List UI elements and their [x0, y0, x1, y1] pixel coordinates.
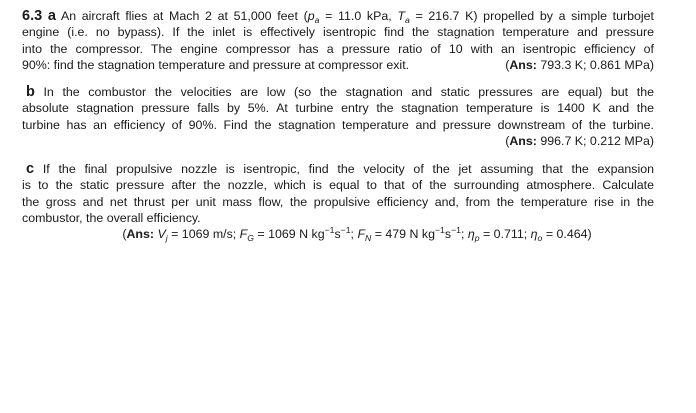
eta-o-value: = 0.464)	[542, 227, 592, 242]
eta-p-subscript: p	[474, 233, 480, 244]
part-b-ans-value: 996.7 K; 0.212 MPa)	[536, 133, 654, 148]
part-c-ans-label: Ans:	[126, 227, 155, 242]
eta-p-value: = 0.711;	[479, 227, 531, 242]
part-b-ans-open: (	[505, 133, 510, 148]
ta-subscript: a	[404, 15, 410, 25]
vj-subscript: j	[165, 233, 168, 244]
problem-number: 6.3	[22, 8, 43, 24]
pa-value: = 11.0 kPa,	[319, 9, 398, 23]
part-c-label: c	[26, 161, 35, 177]
part-c-answer	[22, 226, 654, 242]
part-a-text-1: An aircraft flies at Mach 2 at 51,000 feet (	[60, 9, 308, 23]
fg-separator: ;	[350, 227, 358, 242]
fn-exponent-1: −1	[435, 225, 445, 236]
part-c-text-1: If the final propulsive nozzle is isentropic, find the velocity of the jet assuming that the expansion	[42, 162, 654, 176]
part-b-line-2: absolute stagnation pressure falls by 5%. At turbine entry the stagnation temperature is 1400 K and the	[22, 101, 654, 116]
eta-o-symbol: η	[530, 227, 538, 242]
fn-exponent-2: −1	[451, 225, 461, 236]
part-a-text-4: 90%: find the stagnation temperature and pressure at compressor exit.	[22, 57, 410, 72]
part-a-line-4	[22, 57, 654, 73]
fg-symbol: F	[239, 227, 248, 242]
part-a-label: a	[47, 8, 56, 24]
part-a-ans-value: 793.3 K; 0.861 MPa)	[536, 57, 654, 72]
fg-exponent-2: −1	[340, 225, 351, 236]
vj-symbol: V	[157, 227, 166, 242]
part-c-paragraph	[22, 161, 654, 242]
part-a-line-2: engine (i.e. no bypass). If the inlet is effectively isentropic find the stagnation temperature and pressure	[22, 25, 654, 40]
fg-value: = 1069 N kg	[253, 227, 325, 242]
part-b-answer	[505, 133, 654, 149]
ta-value: = 216.7 K) propelled by a simple turbojet	[409, 9, 654, 23]
fn-symbol: F	[357, 227, 366, 242]
part-a-answer	[505, 57, 654, 73]
part-b-line-1	[22, 84, 654, 100]
part-b-line-3: turbine has an efficiency of 90%. Find the stagnation temperature and pressure downstream of the turbine.	[22, 117, 654, 132]
part-c-ans-open: (	[122, 227, 127, 242]
part-b-answer-line	[22, 133, 654, 149]
fn-s-unit: s	[444, 227, 452, 242]
part-b-label: b	[26, 84, 35, 100]
vj-value: = 1069 m/s;	[167, 227, 240, 242]
part-a-line-1	[22, 8, 654, 24]
part-b-text-1: In the combustor the velocities are low (so the stagnation and static pressures are equal) but the	[43, 85, 654, 99]
fg-s-unit: s	[334, 227, 341, 242]
ta-symbol: T	[397, 9, 405, 23]
part-b-ans-label: Ans:	[509, 133, 537, 148]
eta-p-symbol: η	[467, 227, 475, 242]
fn-value: = 479 N kg	[371, 227, 435, 242]
part-c-line-2: is to the static pressure after the nozzle, which is equal to that of the surrounding atmosphere. Calculate	[22, 178, 654, 193]
part-b-paragraph	[22, 84, 654, 149]
fg-subscript: G	[247, 233, 254, 244]
part-c-line-4: combustor, the overall efficiency.	[22, 210, 201, 225]
pa-symbol: p	[307, 9, 315, 23]
eta-o-subscript: o	[537, 233, 543, 244]
fn-separator: ;	[460, 227, 468, 242]
fn-subscript: N	[365, 233, 372, 244]
part-a-ans-open: (	[505, 57, 510, 72]
part-a-paragraph	[22, 8, 654, 73]
part-c-line-3: the gross and net thrust per unit mass flow, the propulsive efficiency and, from the temperature rise in the	[22, 194, 654, 209]
part-c-line-1	[22, 161, 654, 177]
part-a-line-3: into the compressor. The engine compressor has a pressure ratio of 10 with an isentropic efficiency of	[22, 41, 654, 56]
fg-exponent-1: −1	[324, 225, 335, 236]
part-a-ans-label: Ans:	[509, 57, 537, 72]
pa-subscript: a	[314, 15, 320, 25]
